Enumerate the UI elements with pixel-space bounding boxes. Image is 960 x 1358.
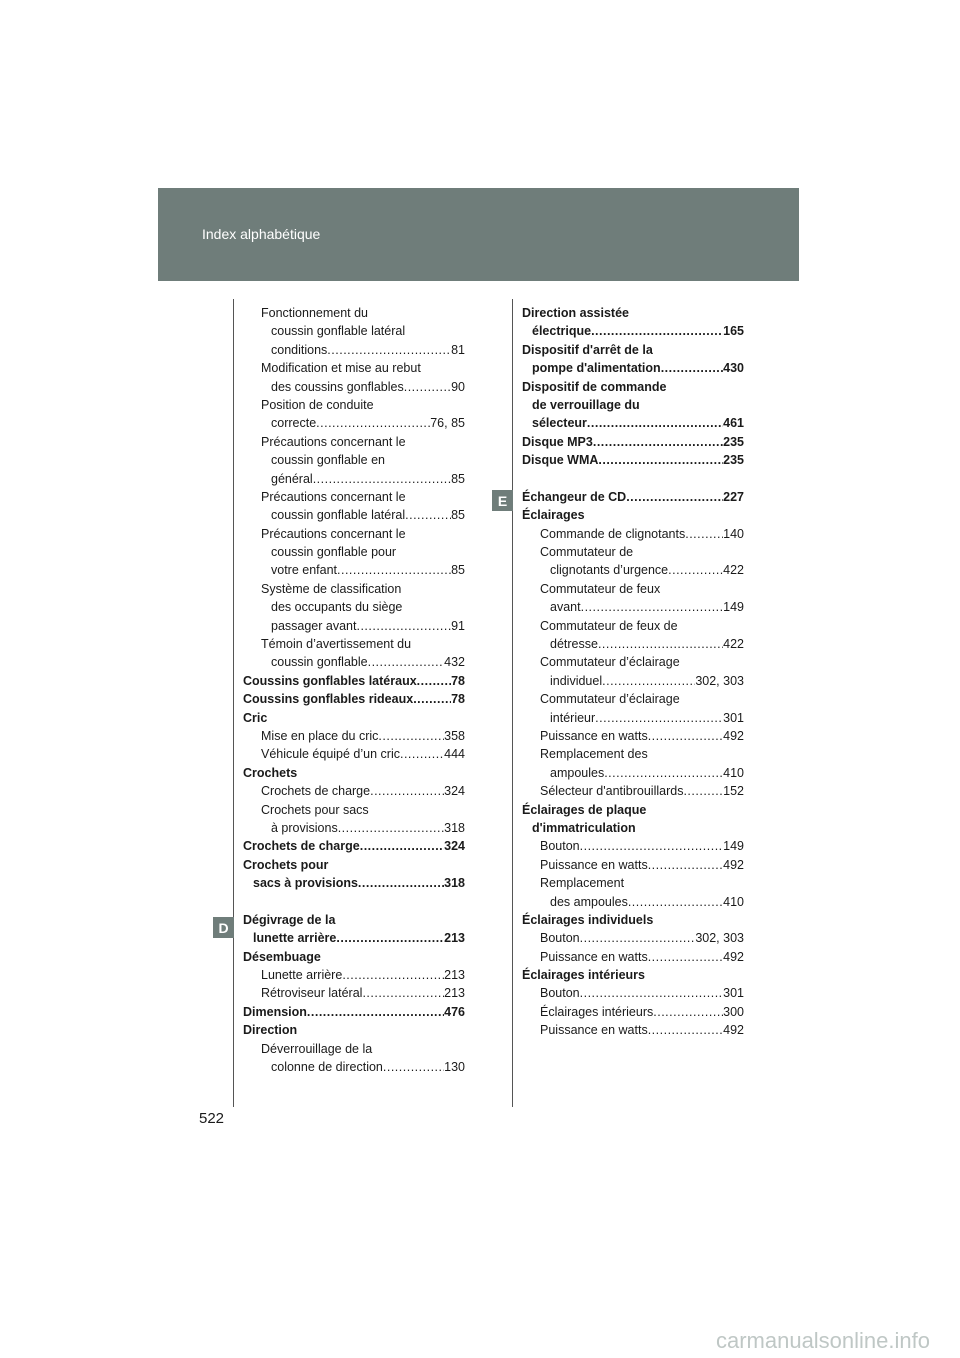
dot-leader xyxy=(362,984,444,1002)
dot-leader xyxy=(337,561,451,579)
entry-label: électrique xyxy=(532,324,592,339)
index-entry xyxy=(522,782,744,800)
index-entry xyxy=(522,984,744,1002)
entry-label: Bouton xyxy=(540,839,580,854)
entry-page: 476 xyxy=(444,1004,465,1019)
index-entry xyxy=(522,617,744,635)
index-entry xyxy=(243,451,465,469)
index-entry xyxy=(243,561,465,579)
index-entry xyxy=(522,745,744,763)
dot-leader xyxy=(668,561,723,579)
entry-label: individuel xyxy=(550,673,603,688)
dot-leader xyxy=(648,856,723,874)
right-column-divider xyxy=(512,299,513,1107)
dot-leader xyxy=(327,341,451,359)
entry-page: 227 xyxy=(723,489,744,504)
entry-label: Puissance en watts xyxy=(540,857,648,872)
index-entry xyxy=(522,396,744,414)
entry-page: 85 xyxy=(451,471,465,486)
index-entry xyxy=(243,341,465,359)
dot-leader xyxy=(383,1058,444,1076)
index-entry xyxy=(522,414,744,432)
index-entry xyxy=(522,653,744,671)
entry-label: Commutateur de xyxy=(540,545,634,560)
index-entry xyxy=(522,470,744,488)
dot-leader xyxy=(338,819,444,837)
page-number: 522 xyxy=(199,1110,225,1127)
entry-label: Remplacement xyxy=(540,876,625,891)
dot-leader xyxy=(580,984,724,1002)
entry-page: 91 xyxy=(451,618,465,633)
entry-page: 85 xyxy=(451,563,465,578)
index-entry xyxy=(243,764,465,782)
index-entry xyxy=(522,727,744,745)
entry-label: clignotants d’urgence xyxy=(550,563,669,578)
dot-leader xyxy=(685,525,723,543)
entry-label: coussin gonflable pour xyxy=(271,545,397,560)
dot-leader xyxy=(400,745,444,763)
entry-label: Éclairages intérieurs xyxy=(540,1004,654,1019)
index-entry xyxy=(243,304,465,322)
index-entry xyxy=(522,359,744,377)
dot-leader xyxy=(628,893,723,911)
index-entry xyxy=(522,1021,744,1039)
entry-label: passager avant xyxy=(271,618,357,633)
index-entry xyxy=(522,856,744,874)
index-entry xyxy=(243,948,465,966)
dot-leader xyxy=(342,966,444,984)
index-entry xyxy=(522,543,744,561)
index-entry xyxy=(243,433,465,451)
entry-label: Crochets de charge xyxy=(243,839,360,854)
entry-label: intérieur xyxy=(550,710,596,725)
entry-label: sélecteur xyxy=(532,416,587,431)
index-entry xyxy=(522,433,744,451)
entry-page: 78 xyxy=(451,673,465,688)
index-entry xyxy=(243,598,465,616)
index-entry xyxy=(522,929,744,947)
letter-tab-e: E xyxy=(492,490,513,511)
dot-leader xyxy=(368,653,445,671)
entry-label: Véhicule équipé d’un cric xyxy=(261,747,400,762)
entry-label: votre enfant xyxy=(271,563,338,578)
entry-label: coussin gonflable latéral xyxy=(271,508,406,523)
index-entry xyxy=(243,782,465,800)
dot-leader xyxy=(417,672,451,690)
index-entry xyxy=(243,1058,465,1076)
index-entry xyxy=(243,856,465,874)
entry-page: 492 xyxy=(723,1023,744,1038)
entry-label: lunette arrière xyxy=(253,931,337,946)
entry-page: 430 xyxy=(723,361,744,376)
entry-label: correcte xyxy=(271,416,317,431)
entry-label: Coussins gonflables rideaux xyxy=(243,692,414,707)
entry-label: des occupants du siège xyxy=(271,600,403,615)
entry-label: Commutateur de feux de xyxy=(540,618,678,633)
entry-label: Bouton xyxy=(540,986,580,1001)
entry-page: 165 xyxy=(723,324,744,339)
entry-label: coussin gonflable en xyxy=(271,453,385,468)
entry-label: Précautions concernant le xyxy=(261,526,406,541)
entry-label: Crochets pour xyxy=(243,857,329,872)
entry-label: ampoules xyxy=(550,765,605,780)
dot-leader xyxy=(413,690,451,708)
entry-page: 461 xyxy=(723,416,744,431)
index-entry xyxy=(243,690,465,708)
entry-page: 318 xyxy=(444,820,465,835)
dot-leader xyxy=(626,488,723,506)
entry-page: 81 xyxy=(451,342,465,357)
index-entry xyxy=(522,893,744,911)
dot-leader xyxy=(595,709,723,727)
dot-leader xyxy=(653,1003,723,1021)
entry-label: Direction xyxy=(243,1023,298,1038)
index-entry xyxy=(522,598,744,616)
index-entry xyxy=(522,837,744,855)
entry-label: sacs à provisions xyxy=(253,876,358,891)
entry-page: 235 xyxy=(723,453,744,468)
index-entry xyxy=(243,635,465,653)
entry-page: 422 xyxy=(723,563,744,578)
entry-label: Dispositif de commande xyxy=(522,379,667,394)
index-entry xyxy=(522,506,744,524)
dot-leader xyxy=(648,1021,723,1039)
index-entry xyxy=(522,911,744,929)
index-entry xyxy=(243,506,465,524)
entry-page: 432 xyxy=(444,655,465,670)
entry-page: 358 xyxy=(444,728,465,743)
entry-label: Puissance en watts xyxy=(540,728,648,743)
dot-leader xyxy=(581,598,724,616)
index-entry xyxy=(522,304,744,322)
entry-label: Rétroviseur latéral xyxy=(261,986,363,1001)
index-entry xyxy=(522,948,744,966)
dot-leader xyxy=(591,322,723,340)
entry-label: Disque WMA xyxy=(522,453,599,468)
index-entry xyxy=(243,525,465,543)
dot-leader xyxy=(404,378,451,396)
entry-label: Commutateur de feux xyxy=(540,581,661,596)
dot-leader xyxy=(356,617,451,635)
index-entry xyxy=(522,525,744,543)
dot-leader xyxy=(378,727,444,745)
entry-label: à provisions xyxy=(271,820,338,835)
dot-leader xyxy=(336,929,444,947)
dot-leader xyxy=(307,1003,444,1021)
index-entry xyxy=(243,470,465,488)
index-entry xyxy=(522,801,744,819)
entry-label: Bouton xyxy=(540,931,580,946)
entry-label: Dispositif d'arrêt de la xyxy=(522,342,653,357)
dot-leader xyxy=(602,672,695,690)
dot-leader xyxy=(593,433,723,451)
entry-label: Sélecteur d'antibrouillards xyxy=(540,784,684,799)
entry-label: Crochets xyxy=(243,765,298,780)
index-entry xyxy=(243,874,465,892)
index-entry xyxy=(522,635,744,653)
entry-page: 324 xyxy=(444,784,465,799)
entry-label: des ampoules xyxy=(550,894,628,909)
index-entry xyxy=(522,874,744,892)
index-entry xyxy=(243,653,465,671)
entry-label: Échangeur de CD xyxy=(522,489,627,504)
index-entry xyxy=(243,1003,465,1021)
entry-page: 149 xyxy=(723,839,744,854)
dot-leader xyxy=(370,782,444,800)
index-entry xyxy=(243,929,465,947)
entry-label: Système de classification xyxy=(261,581,402,596)
index-entry xyxy=(243,745,465,763)
index-entry xyxy=(522,451,744,469)
entry-label: général xyxy=(271,471,313,486)
index-entry xyxy=(243,543,465,561)
entry-label: Remplacement des xyxy=(540,747,648,762)
entry-label: Position de conduite xyxy=(261,397,374,412)
index-entry xyxy=(522,764,744,782)
left-column-divider xyxy=(233,299,234,1107)
entry-label: Éclairages individuels xyxy=(522,912,654,927)
entry-label: conditions xyxy=(271,342,328,357)
entry-label: Lunette arrière xyxy=(261,968,343,983)
entry-label: avant xyxy=(550,600,581,615)
entry-page: 301 xyxy=(723,710,744,725)
index-entry xyxy=(243,672,465,690)
index-entry xyxy=(243,819,465,837)
index-entry xyxy=(243,911,465,929)
letter-tab-d: D xyxy=(213,917,234,938)
entry-label: Cric xyxy=(243,710,268,725)
entry-page: 213 xyxy=(444,968,465,983)
index-entry xyxy=(522,561,744,579)
entry-page: 149 xyxy=(723,600,744,615)
entry-label: Témoin d’avertissement du xyxy=(261,637,412,652)
entry-label: Crochets de charge xyxy=(261,784,371,799)
index-entry xyxy=(243,396,465,414)
index-entry xyxy=(522,341,744,359)
entry-label: détresse xyxy=(550,637,598,652)
entry-label: Dimension xyxy=(243,1004,307,1019)
entry-page: 85 xyxy=(451,508,465,523)
entry-label: de verrouillage du xyxy=(532,397,640,412)
watermark: carmanualsonline.info xyxy=(715,1328,930,1353)
entry-page: 492 xyxy=(723,728,744,743)
entry-label: Déverrouillage de la xyxy=(261,1041,373,1056)
entry-page: 492 xyxy=(723,857,744,872)
entry-page: 324 xyxy=(444,839,465,854)
dot-leader xyxy=(683,782,723,800)
dot-leader xyxy=(661,359,723,377)
index-entry xyxy=(243,359,465,377)
section-title: Index alphabétique xyxy=(202,226,321,242)
index-entry xyxy=(522,1003,744,1021)
index-entry xyxy=(522,709,744,727)
entry-page: 302, 303 xyxy=(695,931,744,946)
entry-label: Dégivrage de la xyxy=(243,912,336,927)
dot-leader xyxy=(316,414,430,432)
index-entry xyxy=(243,378,465,396)
entry-label: Précautions concernant le xyxy=(261,434,406,449)
entry-label: Commutateur d’éclairage xyxy=(540,655,680,670)
index-entry xyxy=(243,709,465,727)
entry-page: 213 xyxy=(444,986,465,1001)
entry-page: 78 xyxy=(451,692,465,707)
entry-page: 90 xyxy=(451,379,465,394)
index-entry xyxy=(522,966,744,984)
index-column-left xyxy=(243,304,465,1076)
entry-label: coussin gonflable xyxy=(271,655,368,670)
entry-page: 410 xyxy=(723,894,744,909)
entry-page: 76, 85 xyxy=(430,416,465,431)
entry-page: 410 xyxy=(723,765,744,780)
entry-label: coussin gonflable latéral xyxy=(271,324,406,339)
index-entry xyxy=(243,966,465,984)
entry-label: d'immatriculation xyxy=(532,820,636,835)
index-entry xyxy=(243,837,465,855)
index-entry xyxy=(522,672,744,690)
entry-label: Éclairages intérieurs xyxy=(522,968,645,983)
entry-label: pompe d'alimentation xyxy=(532,361,661,376)
dot-leader xyxy=(648,948,723,966)
index-entry xyxy=(243,580,465,598)
index-entry xyxy=(522,580,744,598)
index-entry xyxy=(243,617,465,635)
index-entry xyxy=(522,322,744,340)
entry-page: 130 xyxy=(444,1060,465,1075)
entry-label: Désembuage xyxy=(243,949,321,964)
entry-label: Disque MP3 xyxy=(522,434,593,449)
index-entry xyxy=(243,893,465,911)
entry-page: 301 xyxy=(723,986,744,1001)
dot-leader xyxy=(580,929,696,947)
entry-label: Crochets pour sacs xyxy=(261,802,369,817)
index-entry xyxy=(522,690,744,708)
entry-page: 152 xyxy=(723,784,744,799)
dot-leader xyxy=(580,837,724,855)
entry-page: 444 xyxy=(444,747,465,762)
entry-label: colonne de direction xyxy=(271,1060,383,1075)
index-entry xyxy=(243,1040,465,1058)
entry-label: Commutateur d’éclairage xyxy=(540,692,680,707)
entry-label: Puissance en watts xyxy=(540,1023,648,1038)
entry-label: Mise en place du cric xyxy=(261,728,379,743)
index-entry xyxy=(243,801,465,819)
dot-leader xyxy=(587,414,723,432)
entry-label: Fonctionnement du xyxy=(261,306,369,320)
index-entry xyxy=(243,1021,465,1039)
index-entry xyxy=(522,378,744,396)
dot-leader xyxy=(358,874,444,892)
index-column-right xyxy=(522,304,744,1040)
index-entry xyxy=(243,322,465,340)
entry-label: Coussins gonflables latéraux xyxy=(243,673,417,688)
entry-label: Puissance en watts xyxy=(540,949,648,964)
entry-page: 235 xyxy=(723,434,744,449)
entry-label: Précautions concernant le xyxy=(261,489,406,504)
dot-leader xyxy=(598,635,723,653)
entry-page: 422 xyxy=(723,637,744,652)
dot-leader xyxy=(598,451,723,469)
entry-label: Direction assistée xyxy=(522,306,629,320)
entry-page: 318 xyxy=(444,876,465,891)
index-entry xyxy=(243,727,465,745)
header-bar xyxy=(158,188,799,281)
dot-leader xyxy=(604,764,723,782)
index-entry xyxy=(243,414,465,432)
dot-leader xyxy=(360,837,444,855)
dot-leader xyxy=(648,727,723,745)
entry-page: 302, 303 xyxy=(695,673,744,688)
entry-page: 492 xyxy=(723,949,744,964)
entry-page: 300 xyxy=(723,1004,744,1019)
dot-leader xyxy=(313,470,451,488)
entry-label: des coussins gonflables xyxy=(271,379,404,394)
dot-leader xyxy=(405,506,451,524)
entry-label: Commande de clignotants xyxy=(540,526,686,541)
entry-label: Modification et mise au rebut xyxy=(261,361,421,376)
entry-page: 213 xyxy=(444,931,465,946)
entry-page: 140 xyxy=(723,526,744,541)
index-entry xyxy=(243,488,465,506)
index-entry xyxy=(522,488,744,506)
index-entry xyxy=(243,984,465,1002)
index-entry xyxy=(522,819,744,837)
entry-label: Éclairages de plaque xyxy=(522,802,647,817)
entry-label: Éclairages xyxy=(522,508,585,523)
